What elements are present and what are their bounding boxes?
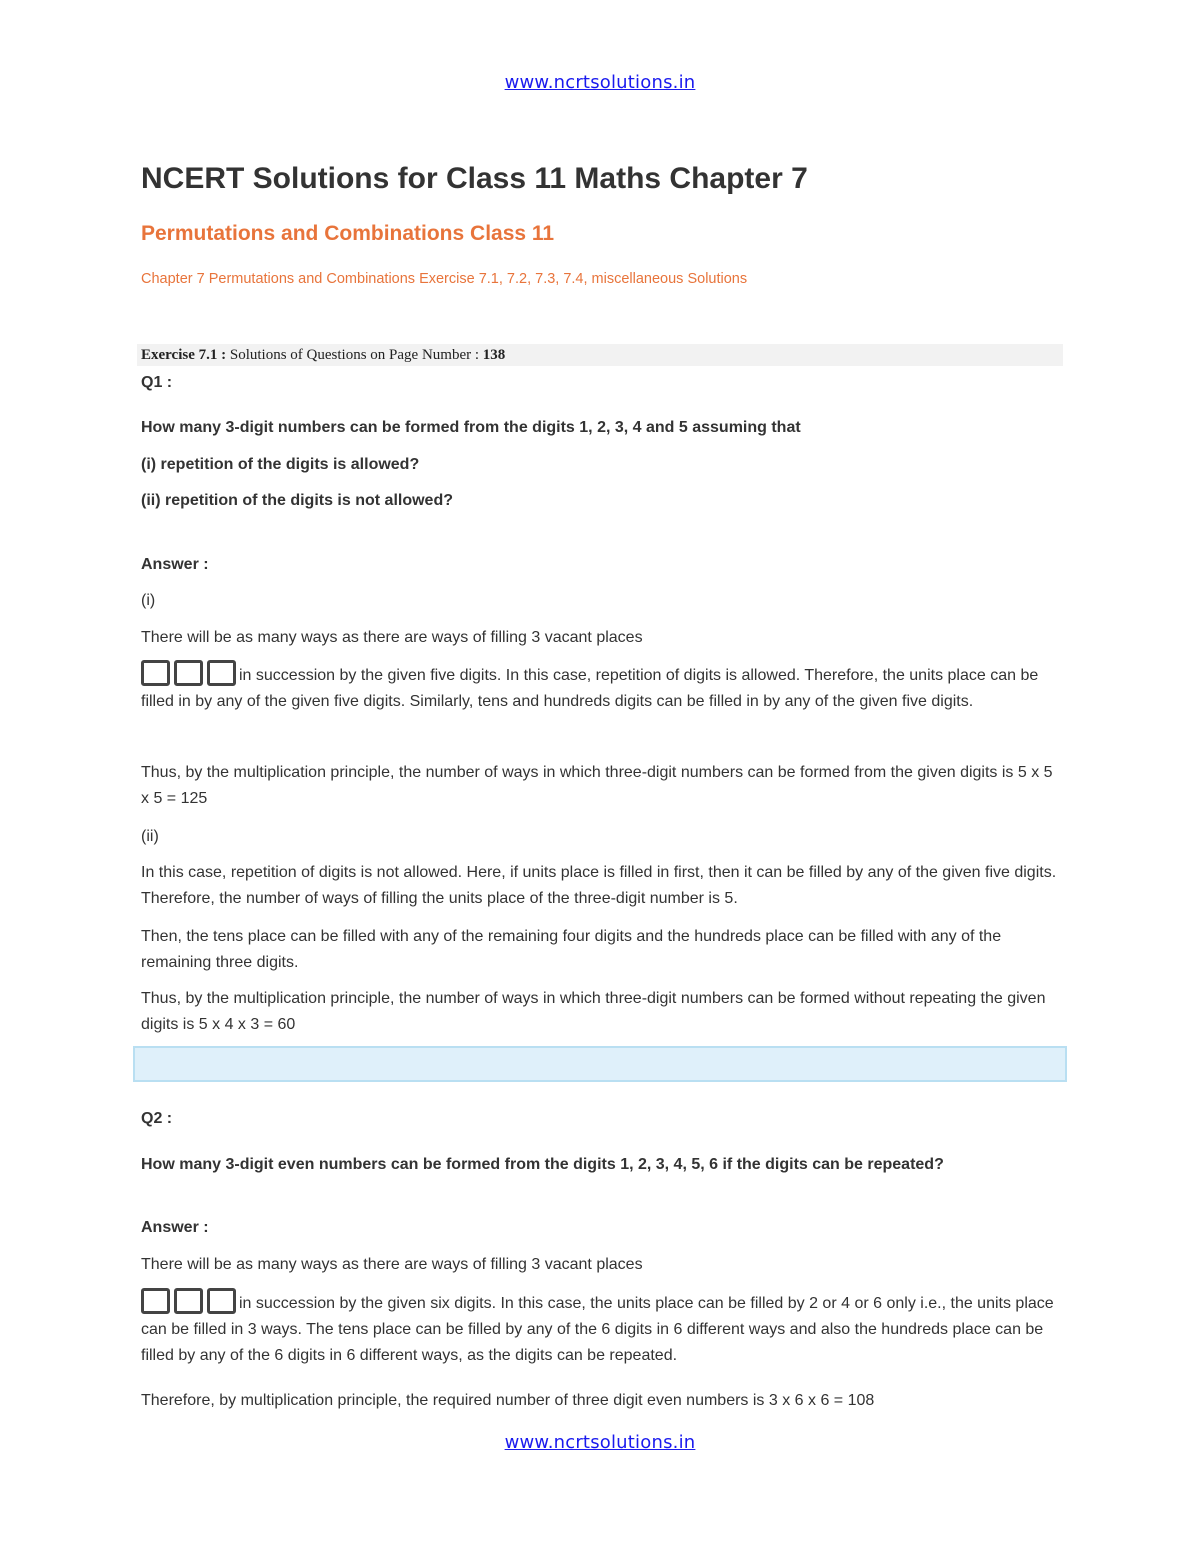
vacant-box xyxy=(174,1288,203,1314)
q1-answer-p5: Then, the tens place can be filled with any of the remaining four digits and the hundreds place can be filled with any of the remaining three digits. xyxy=(141,928,1002,971)
q1-answer-p4: In this case, repetition of digits is not allowed. Here, if units place is filled in first, then it can be filled by any of the given five digits. Therefore, the number of ways of filling the units place of the three-digit number is 5. xyxy=(141,864,1057,907)
q1-part-ii: (ii) repetition of the digits is not allowed? xyxy=(141,492,453,509)
q2-label: Q2 : xyxy=(141,1110,173,1127)
q2-answer-p3: Therefore, by multiplication principle, the required number of three digit even numbers is 3 x 6 x 6 = 108 xyxy=(141,1392,875,1409)
section-divider xyxy=(133,1046,1067,1082)
vacant-box xyxy=(207,660,236,686)
page-subtitle: Permutations and Combinations Class 11 xyxy=(141,222,555,245)
q1-label: Q1 : xyxy=(141,374,173,391)
q1-answer-label: Answer : xyxy=(141,556,209,573)
q1-part-i: (i) repetition of the digits is allowed? xyxy=(141,456,420,473)
vacant-places-boxes xyxy=(141,660,236,686)
q1-sub-i: (i) xyxy=(141,592,156,609)
q1-answer-p2 xyxy=(141,660,1061,715)
vacant-box xyxy=(207,1288,236,1314)
vacant-box xyxy=(141,1288,170,1314)
q1-answer-p2-text: in succession by the given five digits. In this case, repetition of digits is allowed. Therefore, the units place can be filled in by any of the given five digits. Similarly, tens and hundreds digits can be filled in by any of the given five digits. xyxy=(141,667,1039,710)
q2-answer-p1: There will be as many ways as there are ways of filling 3 vacant places xyxy=(141,1256,643,1273)
page-title: NCERT Solutions for Class 11 Maths Chapter 7 xyxy=(141,162,808,195)
vacant-box xyxy=(174,660,203,686)
q2-answer-p2-text: in succession by the given six digits. In this case, the units place can be filled by 2 or 4 or 6 only i.e., the units place can be filled in 3 ways. The tens place can be filled by any of the 6 digits in 6 different ways and also the hundreds place can be filled by any of the 6 digits in 6 different ways, as the digits can be repeated. xyxy=(141,1295,1054,1364)
q2-question: How many 3-digit even numbers can be formed from the digits 1, 2, 3, 4, 5, 6 if the digits can be repeated? xyxy=(141,1156,944,1173)
exercise-text: Solutions of Questions on Page Number : xyxy=(226,347,483,363)
q1-sub-ii: (ii) xyxy=(141,828,159,845)
q1-question: How many 3-digit numbers can be formed from the digits 1, 2, 3, 4 and 5 assuming that xyxy=(141,419,801,436)
site-link-top[interactable]: www.ncrtsolutions.in xyxy=(504,72,696,93)
exercise-label: Exercise 7.1 : xyxy=(141,347,227,363)
chapter-description: Chapter 7 Permutations and Combinations Exercise 7.1, 7.2, 7.3, 7.4, miscellaneous Solutions xyxy=(141,271,748,287)
exercise-page-number: 138 xyxy=(482,347,506,363)
q2-answer-label: Answer : xyxy=(141,1219,209,1236)
q1-answer-p6: Thus, by the multiplication principle, the number of ways in which three-digit numbers can be formed without repeating the given digits is 5 x 4 x 3 = 60 xyxy=(141,990,1046,1033)
vacant-box xyxy=(141,660,170,686)
site-link-bottom[interactable]: www.ncrtsolutions.in xyxy=(504,1432,696,1453)
q1-answer-p1: There will be as many ways as there are ways of filling 3 vacant places xyxy=(141,629,643,646)
vacant-places-boxes xyxy=(141,1288,236,1314)
q1-answer-p3: Thus, by the multiplication principle, the number of ways in which three-digit numbers can be formed from the given digits is 5 x 5 x 5 = 125 xyxy=(141,764,1053,807)
exercise-header xyxy=(137,344,1063,366)
q2-answer-p2 xyxy=(141,1288,1061,1369)
